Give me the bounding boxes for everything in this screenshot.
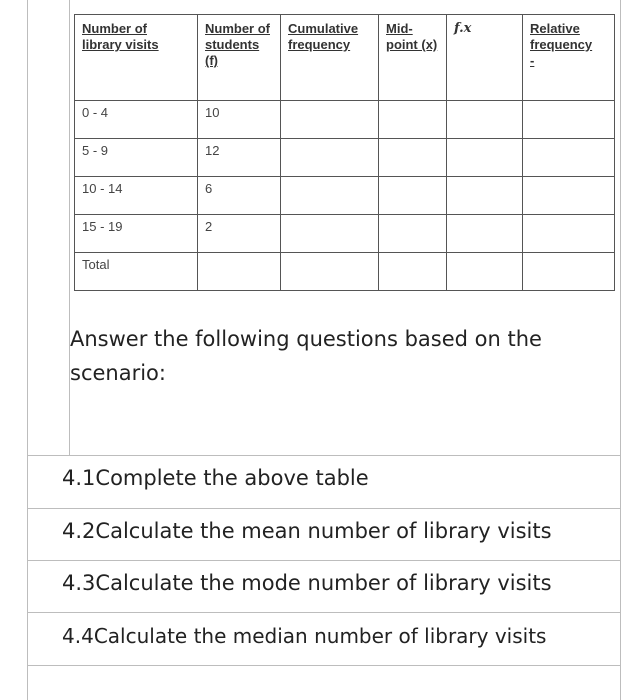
outer-border-left bbox=[27, 0, 28, 700]
frequency-table bbox=[74, 14, 615, 291]
table-row bbox=[75, 215, 615, 253]
question-4-3 bbox=[62, 571, 552, 595]
cell-frequency: 12 bbox=[198, 139, 281, 177]
row-divider bbox=[27, 508, 621, 509]
cell-cumulative-frequency bbox=[281, 101, 379, 139]
cell-class-interval: 5 - 9 bbox=[75, 139, 198, 177]
header-cumulative-frequency: Cumulative frequency bbox=[281, 15, 379, 101]
header-library-visits: Number of library visits bbox=[75, 15, 198, 101]
cell-frequency: 2 bbox=[198, 215, 281, 253]
cell-class-interval: 10 - 14 bbox=[75, 177, 198, 215]
question-4-1 bbox=[62, 466, 369, 490]
outer-border-right bbox=[620, 0, 621, 700]
cell-mid-point bbox=[379, 177, 447, 215]
relative-frequency-mark: - bbox=[530, 53, 535, 68]
header-mid-point: Mid-point (x) bbox=[379, 15, 447, 101]
cell-mid-point bbox=[379, 139, 447, 177]
cell-relative-frequency bbox=[523, 139, 615, 177]
cell-class-interval: 0 - 4 bbox=[75, 101, 198, 139]
cell-frequency: 6 bbox=[198, 177, 281, 215]
row-divider bbox=[27, 560, 621, 561]
question-text: Complete the above table bbox=[95, 466, 369, 490]
table-row bbox=[75, 101, 615, 139]
table-row-total bbox=[75, 253, 615, 291]
table-row bbox=[75, 139, 615, 177]
cell-relative-frequency bbox=[523, 101, 615, 139]
cell-cumulative-frequency bbox=[281, 253, 379, 291]
question-number: 4.1 bbox=[62, 466, 96, 490]
question-text: Calculate the median number of library visits bbox=[93, 624, 547, 648]
cell-fx bbox=[447, 253, 523, 291]
header-relative-frequency bbox=[523, 15, 615, 101]
cell-fx bbox=[447, 139, 523, 177]
cell-total-label: Total bbox=[75, 253, 198, 291]
question-number: 4.3 bbox=[62, 571, 96, 595]
question-text: Calculate the mode number of library visits bbox=[95, 571, 552, 595]
question-4-4 bbox=[62, 624, 546, 648]
header-number-of-students: Number of students (f) bbox=[198, 15, 281, 101]
row-divider bbox=[27, 455, 621, 456]
table-row bbox=[75, 177, 615, 215]
relative-frequency-label: Relative frequency bbox=[530, 21, 593, 52]
cell-cumulative-frequency bbox=[281, 139, 379, 177]
table-header-row bbox=[75, 15, 615, 101]
row-divider bbox=[27, 612, 621, 613]
cell-cumulative-frequency bbox=[281, 215, 379, 253]
cell-relative-frequency bbox=[523, 253, 615, 291]
header-fx: f.x bbox=[447, 15, 523, 101]
question-number: 4.4 bbox=[62, 624, 94, 648]
cell-fx bbox=[447, 215, 523, 253]
cell-mid-point bbox=[379, 253, 447, 291]
question-4-2 bbox=[62, 519, 552, 543]
question-text: Calculate the mean number of library visits bbox=[95, 519, 552, 543]
cell-class-interval: 15 - 19 bbox=[75, 215, 198, 253]
cell-fx bbox=[447, 101, 523, 139]
scenario-prompt: Answer the following questions based on the scenario: bbox=[70, 327, 542, 385]
cell-frequency bbox=[198, 253, 281, 291]
cell-relative-frequency bbox=[523, 215, 615, 253]
cell-mid-point bbox=[379, 101, 447, 139]
cell-frequency: 10 bbox=[198, 101, 281, 139]
question-number: 4.2 bbox=[62, 519, 96, 543]
row-divider bbox=[27, 665, 621, 666]
cell-mid-point bbox=[379, 215, 447, 253]
cell-relative-frequency bbox=[523, 177, 615, 215]
cell-fx bbox=[447, 177, 523, 215]
cell-cumulative-frequency bbox=[281, 177, 379, 215]
